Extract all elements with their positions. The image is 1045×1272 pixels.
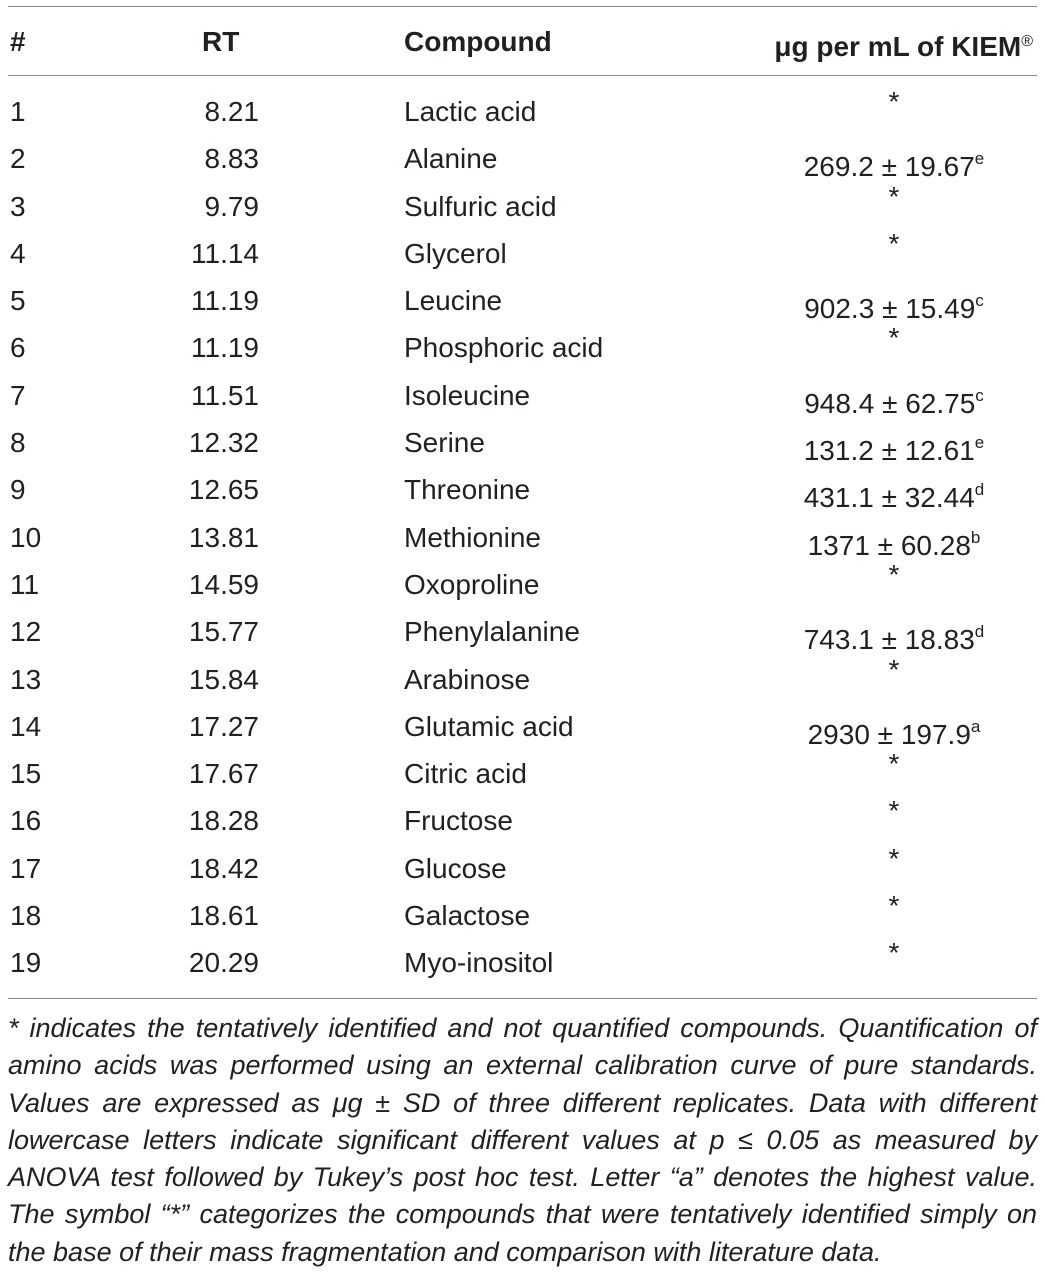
- row-retention-time: 12.65: [188, 474, 259, 506]
- row-quantity: [684, 318, 1045, 358]
- row-number: 12: [10, 616, 42, 648]
- row-quantity-value: *: [888, 227, 900, 259]
- table-row: [0, 227, 1045, 277]
- row-compound: Citric acid: [404, 758, 527, 790]
- row-quantity-value: 431.1 ± 32.44: [803, 482, 975, 514]
- row-quantity: [684, 470, 1045, 518]
- row-number: 10: [10, 521, 42, 553]
- row-quantity: [684, 82, 1045, 122]
- table-row: [0, 466, 1045, 513]
- row-retention-time: 14.59: [188, 568, 259, 600]
- row-compound: Glycerol: [404, 237, 507, 269]
- row-quantity: [684, 839, 1045, 879]
- row-compound: Methionine: [404, 521, 541, 553]
- row-retention-time: 15.84: [188, 663, 259, 695]
- row-compound: Galactose: [404, 900, 531, 932]
- table-row: [0, 514, 1045, 561]
- table-row: [0, 939, 1045, 986]
- table-row: [0, 842, 1045, 892]
- row-quantity: [684, 423, 1045, 471]
- row-compound: Myo-inositol: [404, 947, 554, 979]
- significance-letter: e: [974, 149, 985, 169]
- table-row: [0, 372, 1045, 419]
- row-number: 16: [10, 805, 42, 837]
- row-retention-time: 20.29: [188, 947, 259, 979]
- row-number: 6: [10, 332, 26, 364]
- row-compound: Sulfuric acid: [404, 190, 557, 222]
- row-number: 5: [10, 285, 26, 317]
- row-quantity: [684, 650, 1045, 690]
- row-number: 9: [10, 474, 26, 506]
- table-row: [0, 653, 1045, 703]
- table-bottom-rule: [8, 998, 1037, 999]
- row-quantity-value: 902.3 ± 15.49: [804, 293, 976, 325]
- row-retention-time: 11.51: [191, 379, 259, 411]
- table-row: [0, 277, 1045, 324]
- row-retention-time: 17.27: [188, 710, 259, 742]
- significance-letter: e: [974, 433, 985, 453]
- row-compound: Phenylalanine: [404, 616, 580, 648]
- row-compound: Oxoproline: [404, 568, 540, 600]
- row-quantity-value: 948.4 ± 62.75: [804, 387, 976, 419]
- table-top-rule: [8, 6, 1037, 7]
- row-retention-time: 15.77: [188, 616, 259, 648]
- row-number: 3: [10, 190, 26, 222]
- row-compound: Glutamic acid: [404, 710, 574, 742]
- row-quantity-value: *: [888, 890, 900, 922]
- table-row: [0, 892, 1045, 939]
- row-compound: Fructose: [404, 805, 513, 837]
- row-number: 1: [10, 96, 26, 127]
- row-quantity-value: *: [888, 842, 900, 874]
- row-quantity-value: *: [888, 86, 900, 117]
- row-compound: Lactic acid: [404, 96, 537, 127]
- table-row: [0, 419, 1045, 466]
- table-row: [0, 180, 1045, 230]
- row-retention-time: 18.28: [188, 805, 259, 837]
- table-row: [0, 324, 1045, 371]
- row-number: 19: [10, 947, 42, 979]
- row-retention-time: 8.21: [204, 96, 259, 127]
- row-number: 13: [10, 663, 42, 695]
- significance-letter: d: [974, 622, 985, 642]
- row-number: 11: [10, 568, 40, 600]
- row-retention-time: 17.67: [188, 758, 259, 790]
- row-quantity-value: *: [888, 795, 900, 827]
- row-quantity-value: *: [888, 748, 900, 780]
- row-retention-time: 9.79: [204, 190, 259, 222]
- row-retention-time: 18.61: [188, 900, 259, 932]
- header-retention-time: RT: [202, 26, 240, 57]
- row-retention-time: 12.32: [188, 427, 259, 459]
- table-header-rule: [8, 75, 1037, 76]
- row-quantity: [684, 744, 1045, 784]
- row-quantity: [684, 177, 1045, 217]
- table-row: [0, 135, 1045, 182]
- row-number: 15: [10, 758, 42, 790]
- row-number: 4: [10, 237, 26, 269]
- row-quantity: [684, 886, 1045, 926]
- row-quantity: [684, 376, 1045, 424]
- table-row: [0, 703, 1045, 750]
- significance-letter: c: [975, 291, 984, 311]
- row-quantity-value: *: [888, 937, 900, 969]
- row-quantity: [684, 555, 1045, 595]
- row-number: 7: [10, 379, 26, 411]
- table-row: [0, 608, 1045, 655]
- table-row: [0, 797, 1045, 844]
- row-quantity-value: 1371 ± 60.28: [807, 529, 971, 561]
- header-compound: Compound: [404, 26, 552, 57]
- row-quantity: [684, 933, 1045, 973]
- row-quantity-value: 131.2 ± 12.61: [803, 435, 975, 467]
- row-compound: Isoleucine: [404, 379, 531, 411]
- header-quantity-text: μg per mL of KIEM: [774, 31, 1022, 62]
- row-quantity-value: *: [888, 322, 900, 354]
- row-number: 2: [10, 143, 26, 175]
- table-row: [0, 558, 1045, 608]
- significance-letter: d: [974, 480, 985, 500]
- row-compound: Alanine: [404, 143, 498, 175]
- header-number: #: [10, 26, 26, 57]
- row-retention-time: 13.81: [188, 521, 259, 553]
- row-quantity: [684, 791, 1045, 831]
- row-retention-time: 11.19: [191, 285, 259, 317]
- row-quantity-value: *: [888, 558, 900, 590]
- row-quantity-value: 2930 ± 197.9: [807, 718, 971, 750]
- registered-mark: ®: [1021, 33, 1033, 50]
- header-quantity: [774, 22, 1033, 62]
- table-row: [0, 750, 1045, 797]
- row-number: 18: [10, 900, 42, 932]
- row-compound: Phosphoric acid: [404, 332, 604, 364]
- row-retention-time: 18.42: [188, 852, 259, 884]
- significance-letter: b: [970, 527, 981, 547]
- table-body: [0, 88, 1045, 987]
- row-number: 8: [10, 427, 26, 459]
- row-compound: Serine: [404, 427, 485, 459]
- row-compound: Leucine: [404, 285, 503, 317]
- row-number: 17: [10, 852, 42, 884]
- row-quantity-value: 743.1 ± 18.83: [803, 624, 975, 656]
- row-compound: Glucose: [404, 852, 507, 884]
- row-compound: Threonine: [404, 474, 531, 506]
- table-footnote: * indicates the tentatively identified and not quantified compounds. Quantification of amino acids was performed using an external calibration curve of pure standards. Values are expressed as μg ± SD of three different replicates. Data with different lowercase letters indicate significant different values at p ≤ 0.05 as measured by ANOVA test followed by Tukey’s post hoc test. Letter “a” denotes the highest value. The symbol “*” categorizes the compounds that were tentatively identified simply on the base of their mass fragmentation and comparison with literature data.: [8, 1013, 1037, 1267]
- row-quantity-value: *: [888, 180, 900, 212]
- row-quantity: [684, 224, 1045, 264]
- row-quantity-value: *: [888, 653, 900, 685]
- row-retention-time: 8.83: [204, 143, 259, 175]
- row-quantity-value: 269.2 ± 19.67: [803, 151, 975, 183]
- row-compound: Arabinose: [404, 663, 531, 695]
- row-retention-time: 11.14: [191, 237, 259, 269]
- table-row: [0, 88, 1045, 135]
- row-retention-time: 11.19: [191, 332, 259, 364]
- row-number: 14: [10, 710, 42, 742]
- significance-letter: a: [970, 716, 981, 736]
- significance-letter: c: [975, 385, 984, 405]
